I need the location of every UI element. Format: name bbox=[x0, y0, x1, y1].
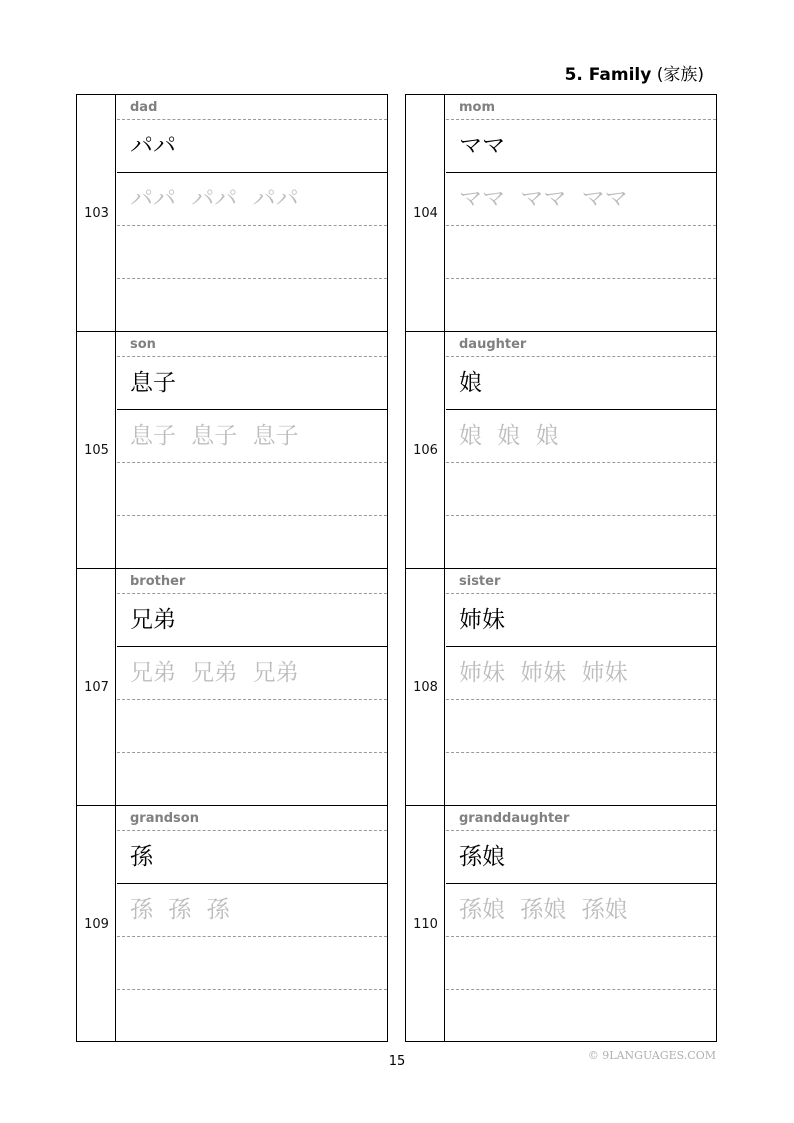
practice-line bbox=[446, 700, 716, 753]
english-word: grandson bbox=[117, 806, 387, 831]
entry-number-cell bbox=[406, 332, 445, 568]
practice-line bbox=[446, 516, 716, 569]
english-word: daughter bbox=[446, 332, 716, 357]
english-word: dad bbox=[117, 95, 387, 120]
practice-line bbox=[446, 279, 716, 332]
section-title-english: 5. Family bbox=[564, 65, 652, 85]
tracing-guide: ママ ママ ママ bbox=[446, 173, 716, 226]
japanese-word: ママ bbox=[446, 120, 716, 173]
section-title bbox=[565, 63, 704, 87]
practice-line bbox=[117, 226, 387, 279]
japanese-word: 兄弟 bbox=[117, 594, 387, 647]
entry-number-cell bbox=[406, 806, 445, 1041]
tracing-guide: 孫娘 孫娘 孫娘 bbox=[446, 884, 716, 937]
practice-line bbox=[446, 990, 716, 1043]
entry-number: 106 bbox=[413, 443, 438, 458]
practice-line bbox=[117, 990, 387, 1043]
english-word: sister bbox=[446, 569, 716, 594]
japanese-word: 孫 bbox=[117, 831, 387, 884]
tracing-guide: パパ パパ パパ bbox=[117, 173, 387, 226]
entry-number-cell bbox=[406, 569, 445, 805]
entry-number-cell bbox=[406, 95, 445, 331]
japanese-word: 孫娘 bbox=[446, 831, 716, 884]
entry-number: 108 bbox=[413, 680, 438, 695]
page-number: 15 bbox=[388, 1054, 406, 1069]
entry-number: 110 bbox=[413, 917, 438, 932]
practice-line bbox=[117, 279, 387, 332]
japanese-word: パパ bbox=[117, 120, 387, 173]
tracing-guide: 娘 娘 娘 bbox=[446, 410, 716, 463]
practice-line bbox=[446, 463, 716, 516]
practice-line bbox=[117, 516, 387, 569]
entry-number: 109 bbox=[84, 917, 109, 932]
entry-number-cell bbox=[77, 569, 116, 805]
vocab-card bbox=[76, 94, 388, 331]
vocab-card bbox=[405, 805, 717, 1042]
entry-number-cell bbox=[77, 806, 116, 1041]
practice-line bbox=[446, 226, 716, 279]
tracing-guide: 兄弟 兄弟 兄弟 bbox=[117, 647, 387, 700]
vocab-card bbox=[405, 568, 717, 805]
practice-line bbox=[117, 700, 387, 753]
vocab-card bbox=[405, 331, 717, 568]
practice-line bbox=[446, 753, 716, 806]
entry-number: 103 bbox=[84, 206, 109, 221]
english-word: brother bbox=[117, 569, 387, 594]
english-word: granddaughter bbox=[446, 806, 716, 831]
english-word: mom bbox=[446, 95, 716, 120]
copyright-notice: © 9LANGUAGES.COM bbox=[587, 1049, 716, 1062]
practice-line bbox=[117, 753, 387, 806]
section-title-japanese: (家族) bbox=[656, 65, 704, 85]
entry-number-cell bbox=[77, 95, 116, 331]
practice-line bbox=[446, 937, 716, 990]
entry-number-cell bbox=[77, 332, 116, 568]
japanese-word: 娘 bbox=[446, 357, 716, 410]
practice-line bbox=[117, 937, 387, 990]
vocab-card bbox=[76, 331, 388, 568]
vocabulary-grid bbox=[76, 94, 717, 1042]
tracing-guide: 姉妹 姉妹 姉妹 bbox=[446, 647, 716, 700]
japanese-word: 姉妹 bbox=[446, 594, 716, 647]
entry-number: 107 bbox=[84, 680, 109, 695]
vocab-card bbox=[76, 805, 388, 1042]
entry-number: 104 bbox=[413, 206, 438, 221]
entry-number: 105 bbox=[84, 443, 109, 458]
practice-line bbox=[117, 463, 387, 516]
vocab-card bbox=[76, 568, 388, 805]
japanese-word: 息子 bbox=[117, 357, 387, 410]
tracing-guide: 孫 孫 孫 bbox=[117, 884, 387, 937]
vocab-card bbox=[405, 94, 717, 331]
tracing-guide: 息子 息子 息子 bbox=[117, 410, 387, 463]
english-word: son bbox=[117, 332, 387, 357]
